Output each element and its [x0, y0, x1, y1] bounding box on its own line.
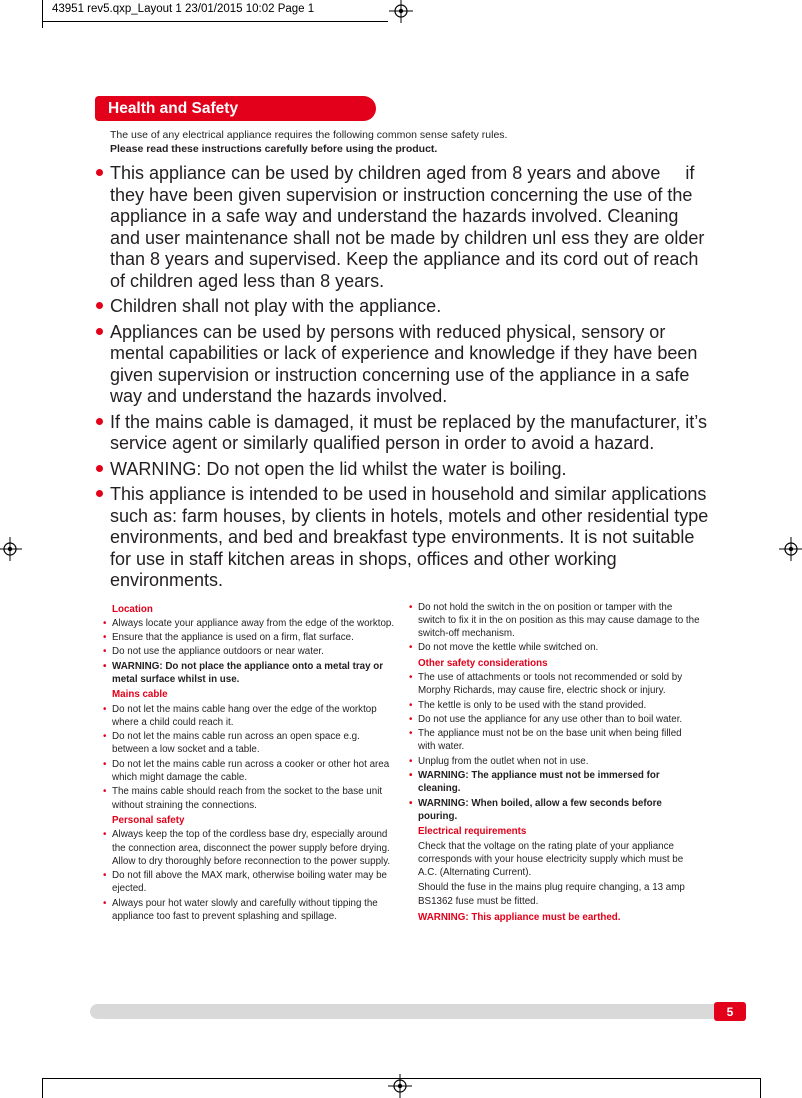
crop-tick-top-left	[42, 0, 43, 28]
detail-bullet: • Ensure that the appliance is used on a firm, flat surface.	[103, 631, 395, 644]
section-banner	[95, 96, 376, 121]
detail-paragraph: Should the fuse in the mains plug require changing, a 13 amp BS1362 fuse must be fitted.	[418, 882, 685, 907]
safety-rule-item: This appliance is intended to be used in household and similar applications such as: farm houses, by clients in hotels, motels and other residential type environments, and bed and breakfast type environments. It is not suitable for use in staff kitchen areas in shops, offices and other working environments.	[95, 484, 710, 592]
detail-paragraph: Check that the voltage on the rating plate of your appliance corresponds with your house electricity supply which must be A.C. (Alternating Current).	[418, 840, 684, 879]
intro-text	[110, 128, 710, 156]
page-number: 5	[726, 1004, 734, 1019]
detail-columns	[95, 601, 710, 925]
detail-bullet: • The mains cable should reach from the socket to the base unit without straining the connections.	[103, 785, 395, 812]
subsection-heading: Electrical requirements	[418, 826, 527, 838]
footer-bar	[90, 1004, 746, 1019]
main-safety-list	[95, 163, 714, 592]
section-title: Health and Safety	[108, 99, 239, 117]
detail-bullet: • Do not let the mains cable run across a cooker or other hot area which might damage the cable.	[103, 758, 395, 785]
detail-bullet-warning: • WARNING: The appliance must not be immersed for cleaning.	[409, 769, 701, 796]
page-number-badge	[714, 1002, 746, 1021]
subsection-heading: Other safety considerations	[418, 657, 548, 669]
detail-bullet: • Do not let the mains cable run across an open space e.g. between a low socket and a table.	[103, 730, 395, 757]
detail-bullet: • Do not fill above the MAX mark, otherwise boiling water may be ejected.	[103, 869, 395, 896]
detail-bullet: • Do not move the kettle while switched on.	[409, 641, 701, 654]
detail-bullet: • Always pour hot water slowly and carefully without tipping the appliance too fast to prevent splashing and spillage.	[103, 897, 395, 924]
detail-bullet-warning: • WARNING: When boiled, allow a few seconds before pouring.	[409, 797, 701, 824]
subsection-heading: Personal safety	[112, 814, 185, 826]
safety-rule-item: Children shall not play with the appliance.	[95, 296, 710, 318]
detail-bullet-warning: • WARNING: Do not place the appliance onto a metal tray or metal surface whilst in use.	[103, 660, 395, 687]
detail-bullet: • Do not use the appliance outdoors or near water.	[103, 645, 395, 658]
detail-bullet: • Always locate your appliance away from the edge of the worktop.	[103, 617, 395, 630]
right-column	[409, 601, 701, 925]
detail-bullet: • Do not hold the switch in the on position or tamper with the switch to fix it in the on position as this may cause damage to the switch-off mechanism.	[409, 601, 701, 641]
detail-bullet: • The use of attachments or tools not recommended or sold by Morphy Richards, may cause fire, electric shock or injury.	[409, 671, 701, 698]
crop-rule-top	[42, 21, 388, 22]
safety-rule-item: If the mains cable is damaged, it must be replaced by the manufacturer, it’s service agent or similarly qualified person in order to avoid a hazard.	[95, 412, 710, 455]
intro-line-1: The use of any electrical appliance requires the following common sense safety rules.	[110, 129, 508, 141]
crop-tick-bottom-left	[42, 1078, 43, 1098]
registration-mark-icon	[0, 537, 22, 561]
print-slug-line: 43951 rev5.qxp_Layout 1 23/01/2015 10:02 Page 1	[52, 3, 315, 15]
safety-rule-item: WARNING: Do not open the lid whilst the water is boiling.	[95, 459, 710, 481]
detail-bullet: • Unplug from the outlet when not in use.	[409, 755, 701, 768]
registration-mark-icon	[388, 1074, 412, 1098]
registration-mark-icon	[389, 0, 413, 23]
detail-bullet: • The kettle is only to be used with the stand provided.	[409, 699, 701, 712]
intro-line-2: Please read these instructions carefully before using the product.	[110, 143, 438, 155]
subsection-heading: Mains cable	[112, 689, 168, 701]
detail-bullet: • Always keep the top of the cordless base dry, especially around the connection area, disconnect the power supply before drying. Allow to dry thoroughly before reconnection to the power supply.	[103, 828, 395, 868]
registration-mark-icon	[779, 537, 802, 561]
subsection-heading: Location	[112, 603, 153, 615]
safety-rule-item: Appliances can be used by persons with reduced physical, sensory or mental capabilities or lack of experience and knowledge if they have been given supervision or instruction concerning use of the appliance in a safe way and understand the hazards involved.	[95, 322, 710, 408]
detail-bullet: • Do not use the appliance for any use other than to boil water.	[409, 713, 701, 726]
left-column	[103, 601, 395, 925]
crop-tick-bottom-right	[760, 1078, 761, 1098]
detail-bullet: • The appliance must not be on the base unit when being filled with water.	[409, 727, 701, 754]
detail-bullet: • Do not let the mains cable hang over the edge of the worktop where a child could reach it.	[103, 703, 395, 730]
warning-text: WARNING: This appliance must be earthed.	[418, 912, 621, 924]
safety-rule-item: This appliance can be used by children aged from 8 years and above if they have been given supervision or instruction concerning the use of the appliance in a safe way and understand the hazards involved. Cleaning and user maintenance shall not be made by children unl ess they are older than 8 years and supervised. Keep the appliance and its cord out of reach of children aged less than 8 years.	[95, 163, 710, 292]
page-content	[95, 96, 714, 924]
